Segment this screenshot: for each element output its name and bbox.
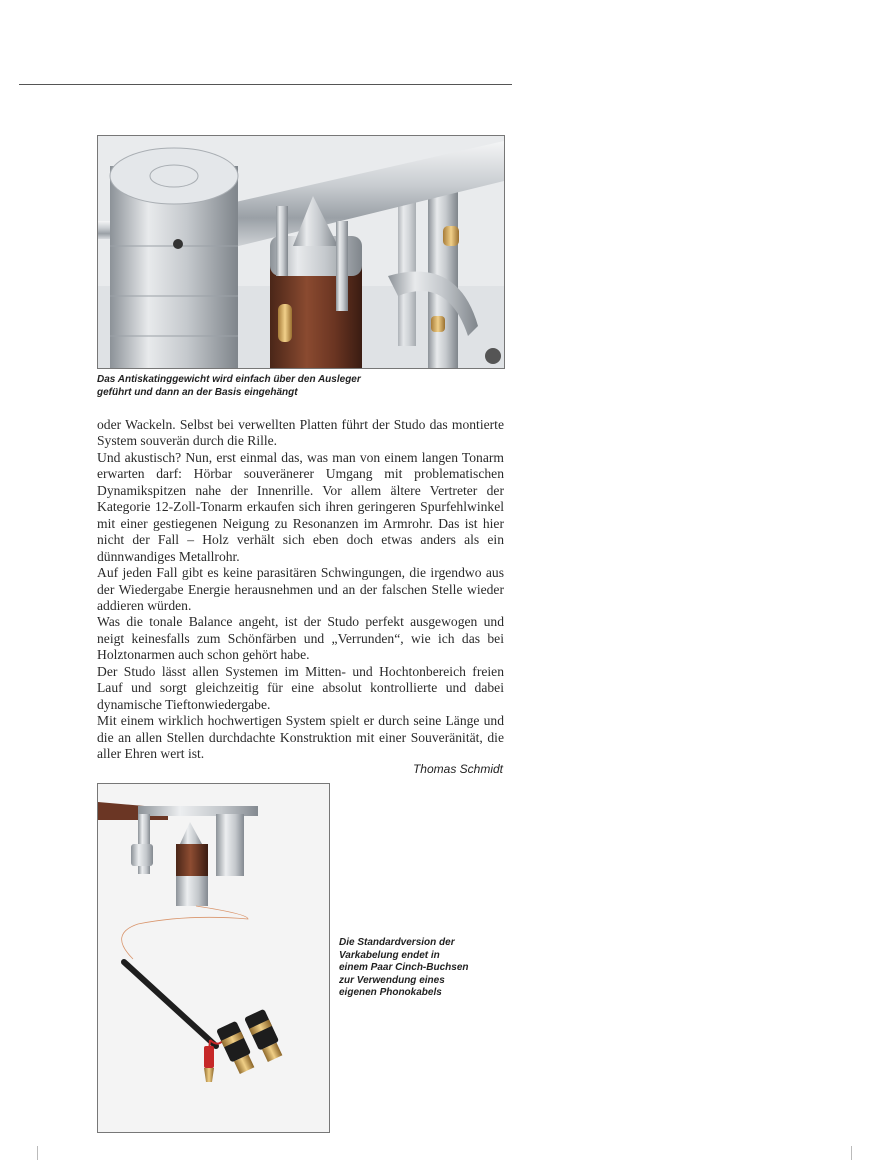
crop-mark <box>851 1146 852 1160</box>
caption-line: Varkabelung endet in <box>339 949 440 961</box>
header-rule <box>19 84 512 85</box>
author-signature: Thomas Schmidt <box>412 762 503 776</box>
caption-line: eigenen Phonokabels <box>339 987 442 998</box>
crop-mark <box>37 1146 38 1160</box>
paragraph: Der Studo lässt allen Systemen im Mitten- und Hochtonbereich freien Lauf und sorgt gleichzeitig für eine absolut kontrollierte und dabei dynamische Tieftonwiedergabe. <box>97 663 504 712</box>
article-body <box>97 417 504 763</box>
tonearm-cabling-photo <box>97 783 330 1133</box>
bottom-photo-caption <box>339 937 468 1000</box>
tonearm-antiskating-photo <box>97 135 505 369</box>
paragraph: Und akustisch? Nun, erst einmal das, was man von einem langen Tonarm erwarten darf: Hörbar souveränerer Umgang mit problematischen Dynamikspitzen nahe der Innenrille. Vor allem ältere Vertreter der Kategorie 12-Zoll-Tonarm erkaufen sich ihren geringeren Spurfehlwinkel mit einer gestiegenen Neigung zu Resonanzen im Armrohr. Das ist hier nicht der Fall – Holz verhält sich eben doch etwas anders als ein dünnwandiges Metallrohr. <box>97 449 504 564</box>
caption-line: einem Paar Cinch-Buchsen <box>339 962 469 973</box>
caption-line: Das Antiskatinggewicht wird einfach über den Ausleger <box>97 374 361 385</box>
caption-line: Die Standardversion der <box>339 937 455 948</box>
paragraph: Mit einem wirklich hochwertigen System spielt er durch seine Länge und die an allen Stellen durchdachte Konstruktion mit einer Souveränität, die aller Ehren wert ist. <box>97 713 504 762</box>
paragraph: Was die tonale Balance angeht, ist der Studo perfekt ausgewogen und neigt keinesfalls zum Schönfärben und „Verrunden“, wie ich das bei Holztonarmen auch schon gehört habe. <box>97 614 504 663</box>
paragraph: Auf jeden Fall gibt es keine parasitären Schwingungen, die irgendwo aus der Wiedergabe Energie herausnehmen und an der falschen Stelle wieder addieren würden. <box>97 565 504 613</box>
caption-line: geführt und dann an der Basis eingehängt <box>97 387 298 398</box>
paragraph: oder Wackeln. Selbst bei verwellten Platten führt der Studo das montierte System souverän durch die Rille. <box>97 417 504 449</box>
caption-line: zur Verwendung eines <box>339 974 445 986</box>
top-photo-caption <box>97 373 361 399</box>
